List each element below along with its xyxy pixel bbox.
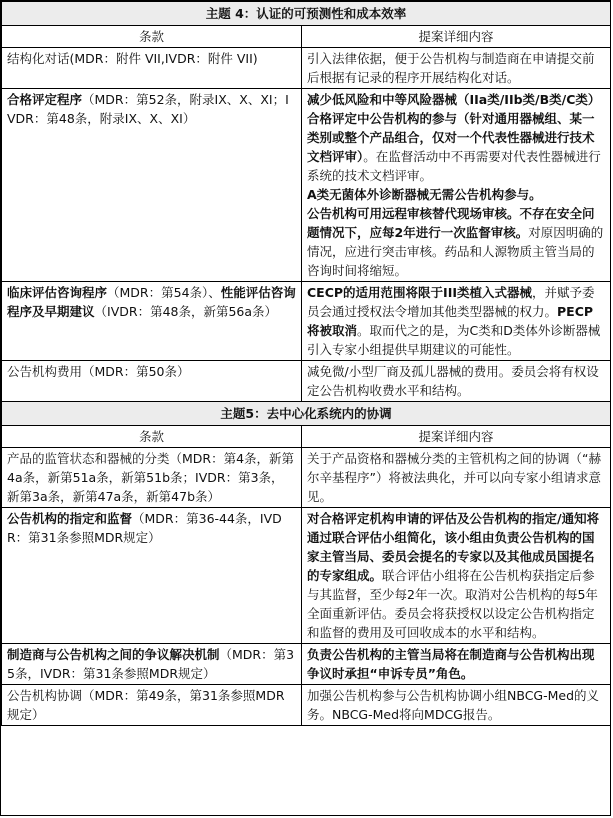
table-row	[2, 685, 611, 726]
detail-paragraph	[307, 686, 605, 724]
detail-paragraph	[307, 645, 605, 683]
table-row	[2, 448, 611, 508]
clause-reference: （MDR：第36-44条，IVDR：第31条参照MDR规定）	[7, 511, 282, 545]
clause-reference: （MDR：第35条，IVDR：第31条参照MDR规定）	[7, 647, 295, 681]
detail-text: 。取而代之的是，为C类和D类体外诊断器械引入专家小组提供早期建议的可能性。	[307, 323, 601, 357]
detail-text: ，并赋予委员会通过授权法令增加其他类型器械的权力。	[307, 285, 595, 319]
column-header-row	[2, 26, 611, 48]
detail-emphasis: PECP将被取消	[307, 304, 594, 338]
clause-cell	[2, 282, 302, 361]
detail-text: 联合评估小组将在公告机构获指定后参与其监督，至少每2年一次。取消对公告机构的每5年全面重新评估。委员会将获授权以设定公告机构指定和监督的费用及可回收成本的水平和结构。	[307, 568, 598, 640]
clause-heading: 性能评估咨询程序及早期建议	[7, 285, 296, 319]
column-header-clause: 条款	[2, 26, 302, 48]
clause-text: 公告机构费用（MDR：第50条）	[7, 364, 190, 379]
detail-emphasis: A类无菌体外诊断器械无需公告机构参与。	[307, 187, 542, 202]
detail-text: 引入法律依据，便于公告机构与制造商在申请提交前后根据有记录的程序开展结构化对话。	[307, 51, 595, 85]
detail-text: 减免微/小型厂商及孤儿器械的费用。委员会将有权设定公告机构收费水平和结构。	[307, 364, 599, 398]
detail-paragraph	[307, 362, 605, 400]
detail-paragraph	[307, 509, 605, 642]
table-row	[2, 89, 611, 282]
detail-cell	[302, 644, 611, 685]
detail-paragraph	[307, 185, 605, 204]
detail-paragraph	[307, 204, 605, 280]
clause-text: 公告机构协调（MDR：第49条，第31条参照MDR规定）	[7, 688, 285, 722]
detail-text: 加强公告机构参与公告机构协调小组NBCG-Med的义务。NBCG-Med将向MDCG报告。	[307, 688, 600, 722]
clause-heading: 临床评估咨询程序	[7, 285, 108, 300]
column-header-details: 提案详细内容	[302, 26, 611, 48]
detail-cell	[302, 361, 611, 402]
detail-text: 。在监督活动中不再需要对代表性器械进行系统的技术文档评审。	[307, 149, 601, 183]
detail-paragraph	[307, 90, 605, 185]
column-header-details: 提案详细内容	[302, 426, 611, 448]
clause-reference: （MDR：第54条）、	[107, 285, 221, 300]
clause-cell	[2, 448, 302, 508]
section-header	[2, 402, 611, 426]
section-topic-4	[2, 2, 611, 402]
detail-text: 对原因明确的情况，应进行突击审核。药品和人源物质主管当局的咨询时间将缩短。	[307, 225, 604, 278]
detail-cell	[302, 282, 611, 361]
detail-cell	[302, 89, 611, 282]
table-row	[2, 644, 611, 685]
detail-emphasis: 减少低风险和中等风险器械（IIa类/IIb类/B类/C类）合格评定中公告机构的参与（针对通用器械组、某一类别或整个产品组合，仅对一个代表性器械进行技术文档评审）	[307, 92, 601, 164]
detail-paragraph	[307, 49, 605, 87]
detail-text: 关于产品资格和器械分类的主管机构之间的协调（“赫尔辛基程序”）将被法典化，并可以向专家小组请求意见。	[307, 451, 601, 504]
detail-cell	[302, 48, 611, 89]
clause-heading: 公告机构的指定和监督	[7, 511, 133, 526]
section-title: 主题 4：认证的可预测性和成本效率	[2, 2, 611, 26]
clause-reference: （MDR：第52条，附录IX、X、XI；IVDR：第48条，附录IX、X、XI）	[7, 92, 289, 126]
clause-cell	[2, 508, 302, 644]
section-topic-5	[2, 402, 611, 726]
detail-emphasis: CECP的适用范围将限于III类植入式器械	[307, 285, 533, 300]
detail-paragraph	[307, 283, 605, 359]
clause-cell	[2, 361, 302, 402]
table-row	[2, 508, 611, 644]
clause-heading: 合格评定程序	[7, 92, 83, 107]
detail-cell	[302, 508, 611, 644]
clause-cell	[2, 644, 302, 685]
detail-emphasis: 对合格评定机构申请的评估及公告机构的指定/通知将通过联合评估小组简化，该小组由负责公告机构的国家主管当局、委员会提名的专家以及其他成员国提名的专家组成。	[307, 511, 600, 583]
table-row	[2, 48, 611, 89]
table-row	[2, 361, 611, 402]
detail-emphasis: 公告机构可用远程审核替代现场审核。不存在安全问题情况下，应每2年进行一次监督审核。	[307, 206, 595, 240]
detail-emphasis: 负责公告机构的主管当局将在制造商与公告机构出现争议时承担“申诉专员”角色。	[307, 647, 595, 681]
clause-reference: （IVDR：第48条，新第56a条）	[94, 304, 278, 319]
detail-cell	[302, 685, 611, 726]
detail-paragraph	[307, 449, 605, 506]
section-title: 主题5：去中心化系统内的协调	[2, 402, 611, 426]
column-header-row	[2, 426, 611, 448]
column-header-clause: 条款	[2, 426, 302, 448]
detail-cell	[302, 448, 611, 508]
clause-text: 产品的监管状态和器械的分类（MDR：第4条，新第4a条，新第51a条，新第51b条；IVDR：第3条，新第3a条，新第47a条，新第47b条）	[7, 451, 295, 504]
clause-heading: 制造商与公告机构之间的争议解决机制	[7, 647, 220, 662]
proposal-table	[1, 1, 611, 726]
section-header	[2, 2, 611, 26]
table-row	[2, 282, 611, 361]
clause-cell	[2, 48, 302, 89]
clause-cell	[2, 89, 302, 282]
clause-cell	[2, 685, 302, 726]
clause-text: 结构化对话(MDR：附件 VII,IVDR：附件 VII)	[7, 51, 258, 66]
